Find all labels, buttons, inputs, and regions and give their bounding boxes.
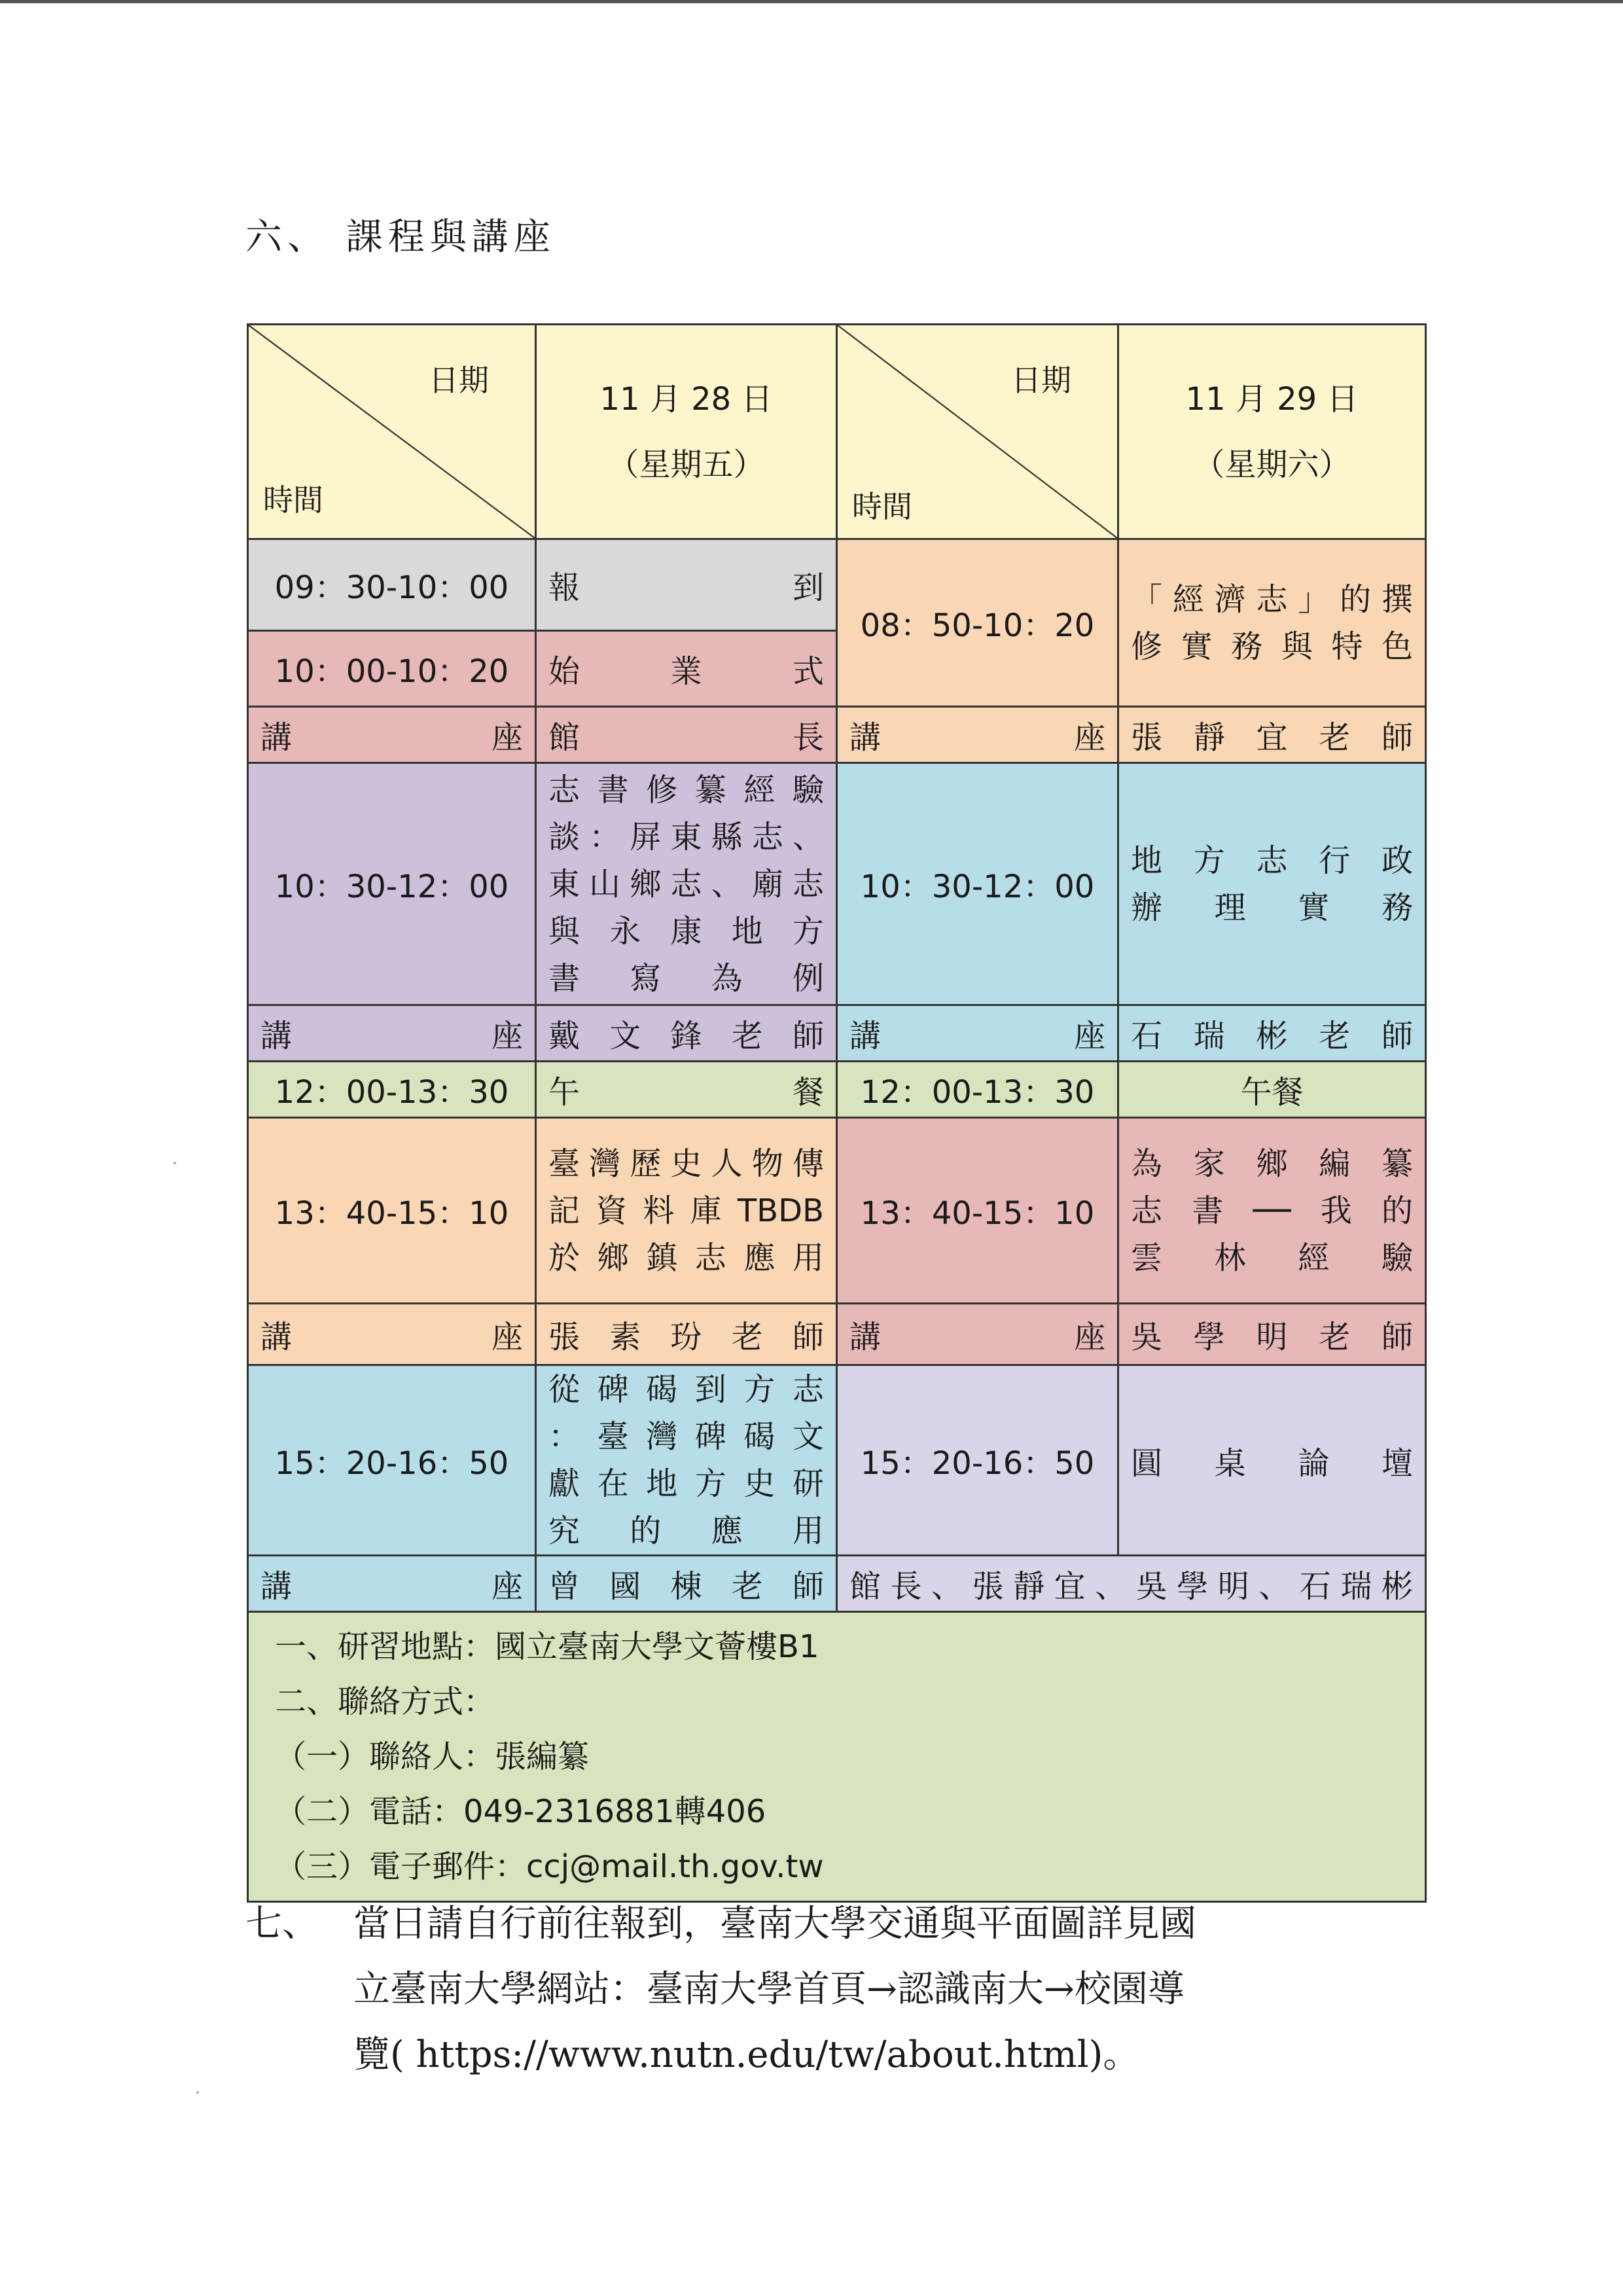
day2-speaker-label: 講座 [837, 1005, 1118, 1062]
day1-lunch-time: 12：00-13：30 [248, 1062, 536, 1118]
scan-speck [196, 2091, 199, 2094]
time-label: 時間 [852, 489, 912, 524]
topic-line: 辦理實務 [1131, 889, 1413, 926]
day1-speaker-label: 講座 [248, 1005, 536, 1062]
day2-weekday: （星期六） [1193, 446, 1351, 483]
topic-line: 記資料庫TBDB [548, 1192, 824, 1229]
day1-opening-time: 10：00-10：20 [248, 631, 536, 707]
notes-row [248, 1612, 1426, 1902]
day1-date: 11 月 28 日 [599, 380, 773, 418]
day1-speaker-label: 講座 [248, 707, 536, 763]
day1-session4-time: 15：20-16：50 [248, 1365, 536, 1556]
day1-registration-item: 報到 [536, 539, 837, 631]
day2-session3-time: 13：40-15：10 [837, 1118, 1118, 1304]
day1-speaker-label: 講座 [248, 1304, 536, 1365]
table-header-row [248, 325, 1426, 539]
day1-session2-speaker: 戴文鋒老師 [536, 1005, 837, 1062]
day2-lunch-time: 12：00-13：30 [837, 1062, 1118, 1118]
header-day1-date [536, 325, 837, 539]
time-label: 時間 [263, 482, 323, 518]
item7-text [353, 1892, 1384, 2088]
contact-phone: （二）電話：049-2316881轉406 [275, 1793, 766, 1830]
day2-session1-speaker: 張靜宜老師 [1118, 707, 1426, 763]
day1-session3-speaker: 張素玢老師 [536, 1304, 837, 1365]
schedule-table [247, 323, 1427, 1903]
contact-person: （一）聯絡人：張編纂 [275, 1738, 590, 1775]
day2-session4-time: 15：20-16：50 [837, 1365, 1118, 1556]
header-day2-date [1118, 325, 1426, 539]
topic-line: 志書修纂經驗 [548, 771, 824, 808]
day1-registration-time: 09：30-10：00 [248, 539, 536, 631]
topic-line: 臺灣歷史人物傳 [548, 1145, 824, 1182]
day2-date: 11 月 29 日 [1185, 380, 1359, 418]
item7-number: 七、 [245, 1903, 319, 1945]
table-row [248, 1365, 1426, 1556]
day2-speaker-label: 講座 [837, 707, 1118, 763]
header-diagonal-cell-day2 [837, 325, 1118, 539]
day2-session3-topic [1118, 1118, 1426, 1304]
topic-line: 獻在地方史研 [548, 1465, 824, 1502]
day1-lunch-item: 午餐 [536, 1062, 837, 1118]
day1-session3-time: 13：40-15：10 [248, 1118, 536, 1304]
day2-speaker-label: 講座 [837, 1304, 1118, 1365]
notes-cell [248, 1612, 1426, 1902]
item7-line: 覽( https://www.nutn.edu/tw/about.html)。 [353, 2034, 1140, 2076]
table-row [248, 1304, 1426, 1365]
day2-session4-topic: 圓桌論壇 [1118, 1365, 1426, 1556]
topic-line: 與永康地方 [548, 912, 824, 950]
contact-email: （三）電子郵件：ccj@mail.th.gov.tw [275, 1848, 824, 1885]
table-row [248, 763, 1426, 1005]
topic-line: 談：屏東縣志、 [548, 818, 824, 855]
day1-session4-speaker: 曾國棟老師 [536, 1556, 837, 1612]
day2-session1-topic [1118, 539, 1426, 707]
day1-session3-topic [536, 1118, 837, 1304]
table-row [248, 1556, 1426, 1612]
day2-session2-time: 10：30-12：00 [837, 763, 1118, 1005]
table-row [248, 1005, 1426, 1062]
topic-line: 於鄉鎮志應用 [548, 1239, 824, 1276]
day1-weekday: （星期五） [607, 446, 765, 483]
header-diagonal-cell-day1 [248, 325, 536, 539]
table-row [248, 1118, 1426, 1304]
section-heading: 六、 課程與講座 [245, 216, 556, 259]
day2-session4-speakers: 館長、張靜宜、吳學明、石瑞彬 [837, 1556, 1426, 1612]
topic-line: 東山鄉志、廟志 [548, 865, 824, 903]
day1-speaker-label: 講座 [248, 1556, 536, 1612]
item7-line: 當日請自行前往報到，臺南大學交通與平面圖詳見國 [353, 1903, 1196, 1945]
venue-note: 一、研習地點：國立臺南大學文薈樓B1 [275, 1628, 819, 1665]
day2-session1-time: 08：50-10：20 [837, 539, 1118, 707]
table-row [248, 539, 1426, 631]
topic-line: 從碑碣到方志 [548, 1371, 824, 1408]
day2-session2-topic [1118, 763, 1426, 1005]
topic-line: 雲林經驗 [1131, 1239, 1413, 1276]
topic-line: 書寫為例 [548, 960, 824, 997]
day1-session2-topic [536, 763, 837, 1005]
table-row [248, 1062, 1426, 1118]
contact-heading: 二、聯絡方式： [275, 1683, 495, 1720]
topic-line: 為家鄉編纂 [1131, 1145, 1413, 1182]
day1-opening-item: 始業式 [536, 631, 837, 707]
day2-lunch-item: 午餐 [1118, 1062, 1426, 1118]
page-top-edge [0, 0, 1623, 3]
date-label: 日期 [1011, 363, 1071, 398]
item7-line: 立臺南大學網站：臺南大學首頁→認識南大→校園導 [353, 1968, 1185, 2011]
scan-speck [173, 1162, 176, 1164]
topic-line: 志書──我的 [1131, 1192, 1413, 1229]
day2-session2-speaker: 石瑞彬老師 [1118, 1005, 1426, 1062]
day1-session2-time: 10：30-12：00 [248, 763, 536, 1005]
topic-line: ：臺灣碑碣文 [548, 1418, 824, 1455]
day1-session4-topic [536, 1365, 837, 1556]
date-label: 日期 [429, 363, 489, 398]
topic-line: 地方志行政 [1131, 842, 1413, 879]
item7-paragraph [245, 1892, 1384, 2088]
table-row [248, 707, 1426, 763]
day2-session3-speaker: 吳學明老師 [1118, 1304, 1426, 1365]
topic-line: 「經濟志」的撰 [1131, 581, 1413, 618]
topic-line: 修實務與特色 [1131, 628, 1413, 665]
day1-session1-speaker: 館長 [536, 707, 837, 763]
topic-line: 究的應用 [548, 1513, 824, 1549]
